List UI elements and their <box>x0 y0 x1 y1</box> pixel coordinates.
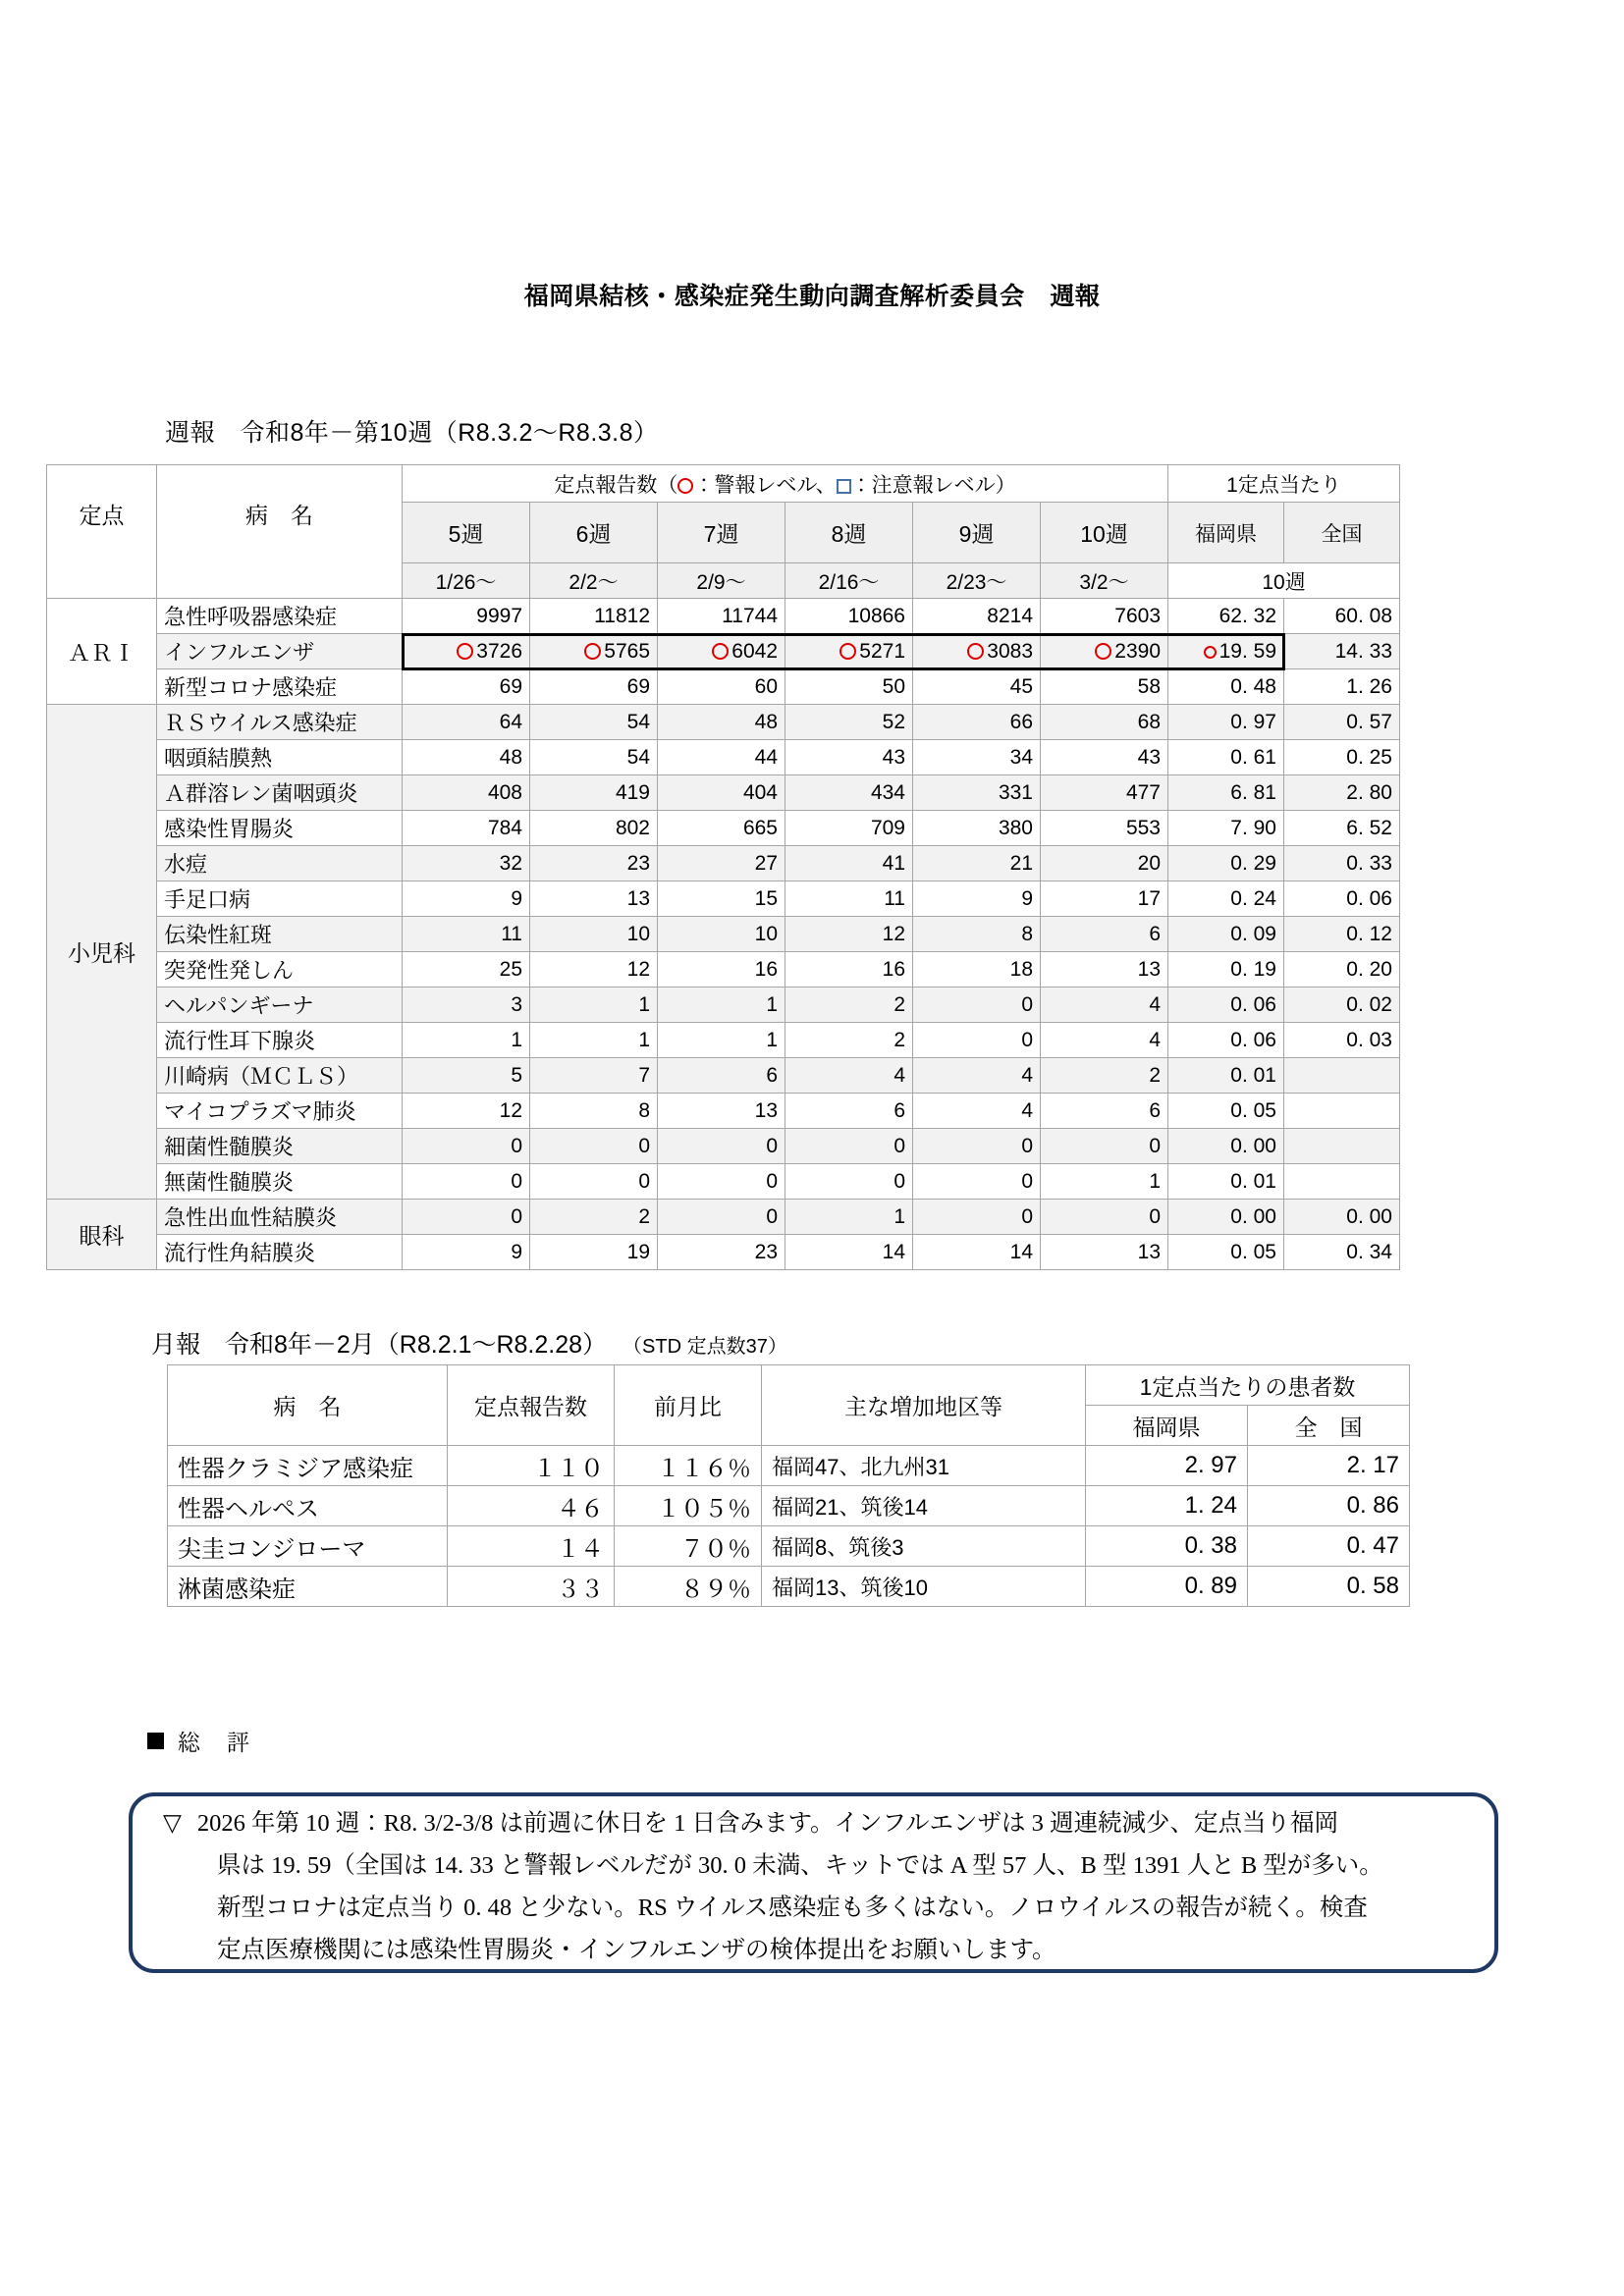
week-value: 8 <box>530 1094 658 1129</box>
week-value: 15 <box>658 881 785 917</box>
week-value: 19 <box>530 1235 658 1270</box>
disease-name: 無菌性髄膜炎 <box>157 1164 403 1200</box>
pref-rate: 0. 05 <box>1168 1094 1284 1129</box>
summary-line-1 <box>163 1802 1489 1844</box>
header-date-1: 1/26～ <box>403 563 530 599</box>
table-row <box>47 811 1400 846</box>
natl-rate: 0. 20 <box>1284 952 1400 988</box>
weekly-report-caption: 週報 令和8年－第10週（R8.3.2～R8.3.8） <box>165 419 659 447</box>
natl-rate <box>1284 1164 1400 1200</box>
disease-name: 手足口病 <box>157 881 403 917</box>
week-value: 0 <box>913 1200 1041 1235</box>
pref-rate: 2. 97 <box>1086 1446 1248 1486</box>
week-value: 0 <box>658 1200 785 1235</box>
disease-name: ＲＳウイルス感染症 <box>157 705 403 740</box>
week-value: 408 <box>403 775 530 811</box>
week-value-alert <box>658 634 785 669</box>
week-value: 11744 <box>658 599 785 634</box>
disease-name: 伝染性紅斑 <box>157 917 403 952</box>
header-date-5: 2/23～ <box>913 563 1041 599</box>
category-ari: ＡＲＩ <box>47 599 157 705</box>
table-row <box>47 1235 1400 1270</box>
pref-rate: 0. 01 <box>1168 1058 1284 1094</box>
pref-rate: 0. 38 <box>1086 1526 1248 1567</box>
week-value: 802 <box>530 811 658 846</box>
header-monthly-prev-ratio: 前月比 <box>615 1365 762 1446</box>
week-value: 553 <box>1041 811 1168 846</box>
week-value: 48 <box>658 705 785 740</box>
disease-name: 急性出血性結膜炎 <box>157 1200 403 1235</box>
week-value: 66 <box>913 705 1041 740</box>
week-value: 4 <box>913 1094 1041 1129</box>
natl-rate: 0. 34 <box>1284 1235 1400 1270</box>
alert-circle-icon <box>1095 643 1111 660</box>
natl-rate: 0. 47 <box>1248 1526 1410 1567</box>
spacer-disease <box>157 563 403 599</box>
report-group-mid: ：警報レベル、 <box>693 473 837 497</box>
pref-rate: 0. 61 <box>1168 740 1284 775</box>
week-value: 25 <box>403 952 530 988</box>
natl-rate: 6. 52 <box>1284 811 1400 846</box>
header-teiten: 定点 <box>47 465 157 563</box>
week-value: 331 <box>913 775 1041 811</box>
alert-circle-icon <box>1204 646 1217 659</box>
disease-name: 性器クラミジア感染症 <box>168 1446 448 1486</box>
pref-rate: 62. 32 <box>1168 599 1284 634</box>
natl-rate: 0. 58 <box>1248 1567 1410 1607</box>
monthly-table-body <box>168 1446 1410 1607</box>
week-value: 0 <box>530 1129 658 1164</box>
week-value: 16 <box>658 952 785 988</box>
week-value: 13 <box>1041 1235 1168 1270</box>
header-monthly-disease: 病 名 <box>168 1365 448 1446</box>
report-group-suffix: ：注意報レベル） <box>850 473 1016 497</box>
summary-line-1-text: 2026 年第 10 週：R8. 3/2-3/8 は前週に休日を 1 日含みます。インフルエンザは 3 週連続減少、定点当り福岡 <box>196 1810 1339 1837</box>
week-value: 32 <box>403 846 530 881</box>
natl-rate: 0. 25 <box>1284 740 1400 775</box>
header-monthly-natl: 全 国 <box>1248 1406 1410 1446</box>
summary-line-2: 県は 19. 59（全国は 14. 33 と警報レベルだが 30. 0 未満、キットでは A 型 57 人、B 型 1391 人と B 型が多い。 <box>217 1852 1383 1879</box>
table-row <box>47 1023 1400 1058</box>
week-value: 12 <box>785 917 913 952</box>
table-row <box>47 705 1400 740</box>
week-value: 12 <box>403 1094 530 1129</box>
natl-rate: 0. 12 <box>1284 917 1400 952</box>
natl-rate: 0. 06 <box>1284 881 1400 917</box>
week-value: 1 <box>658 988 785 1023</box>
pref-rate: 19. 59 <box>1218 639 1276 663</box>
natl-rate <box>1284 1058 1400 1094</box>
table-row <box>47 740 1400 775</box>
table-row <box>47 1058 1400 1094</box>
pref-rate: 0. 06 <box>1168 1023 1284 1058</box>
week-value: 5765 <box>604 639 650 663</box>
week-value: 0 <box>1041 1129 1168 1164</box>
alert-circle-icon <box>677 478 693 494</box>
table-row <box>47 846 1400 881</box>
week-value: 11812 <box>530 599 658 634</box>
weekly-table-body <box>47 599 1400 1270</box>
week-value: 1 <box>530 988 658 1023</box>
week-value: 3083 <box>987 639 1033 663</box>
week-value-alert <box>403 634 530 669</box>
header-week-6: 6週 <box>530 503 658 563</box>
header-disease-label: 病 名 <box>245 503 313 529</box>
week-value: 6 <box>658 1058 785 1094</box>
week-value: 5 <box>403 1058 530 1094</box>
page-title: 福岡県結核・感染症発生動向調査解析委員会 週報 <box>523 283 1101 310</box>
report-count: １４ <box>448 1526 615 1567</box>
monthly-table-container <box>167 1364 1410 1607</box>
alert-circle-icon <box>967 643 984 660</box>
header-per-point-group: 1定点当たり <box>1168 465 1400 503</box>
alert-circle-icon <box>584 643 601 660</box>
table-row-influenza <box>47 634 1400 669</box>
weekly-header-group-row <box>47 465 1400 503</box>
prev-month-ratio: １１６％ <box>615 1446 762 1486</box>
week-value: 2390 <box>1114 639 1161 663</box>
week-value: 4 <box>1041 1023 1168 1058</box>
natl-rate: 0. 03 <box>1284 1023 1400 1058</box>
table-row <box>47 775 1400 811</box>
header-week-7: 7週 <box>658 503 785 563</box>
natl-rate: 0. 57 <box>1284 705 1400 740</box>
pref-rate: 0. 05 <box>1168 1235 1284 1270</box>
week-value: 1 <box>530 1023 658 1058</box>
week-value: 27 <box>658 846 785 881</box>
disease-name: インフルエンザ <box>157 634 403 669</box>
increase-areas: 福岡21、筑後14 <box>762 1486 1086 1526</box>
monthly-report-caption <box>151 1325 787 1361</box>
week-value: 12 <box>530 952 658 988</box>
pref-rate: 0. 09 <box>1168 917 1284 952</box>
header-date-2: 2/2～ <box>530 563 658 599</box>
summary-label-text: 総 評 <box>178 1730 251 1755</box>
week-value-alert <box>913 634 1041 669</box>
week-value: 0 <box>658 1129 785 1164</box>
increase-areas: 福岡47、北九州31 <box>762 1446 1086 1486</box>
table-row <box>47 1200 1400 1235</box>
week-value: 4 <box>913 1058 1041 1094</box>
week-value: 9997 <box>403 599 530 634</box>
week-value: 0 <box>403 1200 530 1235</box>
disease-name: 淋菌感染症 <box>168 1567 448 1607</box>
header-date-3: 2/9～ <box>658 563 785 599</box>
disease-name: 水痘 <box>157 846 403 881</box>
week-value: 6 <box>785 1094 913 1129</box>
header-perpoint-week: 10週 <box>1168 563 1400 599</box>
header-disease <box>157 465 403 563</box>
table-row <box>168 1526 1410 1567</box>
category-ophthalmology: 眼科 <box>47 1200 157 1270</box>
week-value: 16 <box>785 952 913 988</box>
week-value: 2 <box>1041 1058 1168 1094</box>
table-row <box>47 881 1400 917</box>
week-value: 0 <box>913 1129 1041 1164</box>
week-value: 52 <box>785 705 913 740</box>
week-value: 784 <box>403 811 530 846</box>
week-value: 9 <box>403 881 530 917</box>
disease-name: 咽頭結膜熱 <box>157 740 403 775</box>
week-value: 0 <box>403 1129 530 1164</box>
week-value: 48 <box>403 740 530 775</box>
disease-name: 急性呼吸器感染症 <box>157 599 403 634</box>
week-value: 3726 <box>476 639 522 663</box>
pref-rate: 0. 48 <box>1168 669 1284 705</box>
week-value: 434 <box>785 775 913 811</box>
report-count: １１０ <box>448 1446 615 1486</box>
weekly-table-container <box>46 464 1400 1270</box>
header-pref: 福岡県 <box>1168 503 1284 563</box>
week-value: 20 <box>1041 846 1168 881</box>
header-week-5: 5週 <box>403 503 530 563</box>
disease-name: 性器ヘルペス <box>168 1486 448 1526</box>
week-value: 44 <box>658 740 785 775</box>
triangle-marker-icon: ▽ <box>163 1810 182 1837</box>
natl-rate: 0. 02 <box>1284 988 1400 1023</box>
week-value: 1 <box>1041 1164 1168 1200</box>
table-row <box>47 988 1400 1023</box>
natl-rate: 0. 00 <box>1284 1200 1400 1235</box>
natl-rate: 2. 17 <box>1248 1446 1410 1486</box>
week-value: 50 <box>785 669 913 705</box>
week-value: 0 <box>785 1129 913 1164</box>
week-value: 10866 <box>785 599 913 634</box>
table-row <box>47 599 1400 634</box>
table-row <box>47 952 1400 988</box>
header-monthly-pref: 福岡県 <box>1086 1406 1248 1446</box>
monthly-caption-text: 月報 令和8年－2月（R8.2.1～R8.2.28） <box>151 1331 608 1359</box>
week-value: 4 <box>785 1058 913 1094</box>
natl-rate: 1. 26 <box>1284 669 1400 705</box>
week-value: 11 <box>403 917 530 952</box>
pref-rate: 0. 00 <box>1168 1200 1284 1235</box>
disease-name: 流行性耳下腺炎 <box>157 1023 403 1058</box>
summary-section-label <box>147 1725 251 1757</box>
disease-name: 尖圭コンジローマ <box>168 1526 448 1567</box>
week-value: 69 <box>403 669 530 705</box>
natl-rate: 0. 86 <box>1248 1486 1410 1526</box>
week-value: 54 <box>530 740 658 775</box>
monthly-header-row-1 <box>168 1365 1410 1406</box>
alert-circle-icon <box>457 643 473 660</box>
table-row <box>168 1486 1410 1526</box>
square-bullet-icon <box>147 1733 164 1749</box>
week-value: 18 <box>913 952 1041 988</box>
alert-circle-icon <box>839 643 856 660</box>
week-value: 1 <box>658 1023 785 1058</box>
pref-rate: 0. 06 <box>1168 988 1284 1023</box>
pref-rate: 0. 89 <box>1086 1567 1248 1607</box>
pref-rate: 6. 81 <box>1168 775 1284 811</box>
week-value: 404 <box>658 775 785 811</box>
natl-rate <box>1284 1094 1400 1129</box>
pref-rate-alert <box>1168 634 1284 669</box>
week-value: 2 <box>530 1200 658 1235</box>
pref-rate: 0. 19 <box>1168 952 1284 988</box>
header-week-10: 10週 <box>1041 503 1168 563</box>
week-value: 0 <box>913 1023 1041 1058</box>
pref-rate: 0. 01 <box>1168 1164 1284 1200</box>
week-value: 1 <box>403 1023 530 1058</box>
week-value: 0 <box>1041 1200 1168 1235</box>
disease-name: 細菌性髄膜炎 <box>157 1129 403 1164</box>
week-value: 6042 <box>731 639 778 663</box>
week-value: 34 <box>913 740 1041 775</box>
week-value: 60 <box>658 669 785 705</box>
disease-name: 突発性発しん <box>157 952 403 988</box>
header-date-4: 2/16～ <box>785 563 913 599</box>
disease-name: 新型コロナ感染症 <box>157 669 403 705</box>
pref-rate: 0. 29 <box>1168 846 1284 881</box>
header-report-count-group <box>403 465 1168 503</box>
header-week-9: 9週 <box>913 503 1041 563</box>
week-value-alert <box>1041 634 1168 669</box>
week-value: 11 <box>785 881 913 917</box>
caution-square-icon <box>837 479 851 494</box>
natl-rate: 0. 33 <box>1284 846 1400 881</box>
week-value: 43 <box>1041 740 1168 775</box>
summary-text <box>163 1802 1489 1971</box>
header-date-6: 3/2～ <box>1041 563 1168 599</box>
week-value: 54 <box>530 705 658 740</box>
week-value: 665 <box>658 811 785 846</box>
week-value: 13 <box>1041 952 1168 988</box>
disease-name: ヘルパンギーナ <box>157 988 403 1023</box>
week-value: 14 <box>785 1235 913 1270</box>
week-value-alert <box>530 634 658 669</box>
disease-name: Ａ群溶レン菌咽頭炎 <box>157 775 403 811</box>
week-value: 8 <box>913 917 1041 952</box>
week-value: 8214 <box>913 599 1041 634</box>
disease-name: 川崎病（ＭＣＬＳ） <box>157 1058 403 1094</box>
report-count: ３３ <box>448 1567 615 1607</box>
increase-areas: 福岡8、筑後3 <box>762 1526 1086 1567</box>
week-value: 68 <box>1041 705 1168 740</box>
week-value: 0 <box>913 988 1041 1023</box>
week-value-alert <box>785 634 913 669</box>
summary-line-4: 定点医療機関には感染性胃腸炎・インフルエンザの検体提出をお願いします。 <box>217 1937 1056 1963</box>
week-value: 23 <box>530 846 658 881</box>
week-value: 7603 <box>1041 599 1168 634</box>
pref-rate: 0. 97 <box>1168 705 1284 740</box>
header-natl: 全国 <box>1284 503 1400 563</box>
pref-rate: 0. 24 <box>1168 881 1284 917</box>
table-row <box>168 1567 1410 1607</box>
report-group-prefix: 定点報告数（ <box>554 473 678 497</box>
std-sentinel-note: （STD 定点数37） <box>632 1336 787 1358</box>
week-value: 2 <box>785 1023 913 1058</box>
week-value: 64 <box>403 705 530 740</box>
natl-rate: 60. 08 <box>1284 599 1400 634</box>
alert-circle-icon <box>712 643 729 660</box>
table-row <box>47 1129 1400 1164</box>
monthly-std-table <box>167 1364 1410 1607</box>
week-value: 3 <box>403 988 530 1023</box>
table-row <box>47 669 1400 705</box>
week-value: 0 <box>913 1164 1041 1200</box>
disease-name: 感染性胃腸炎 <box>157 811 403 846</box>
pref-rate: 1. 24 <box>1086 1486 1248 1526</box>
summary-line-3: 新型コロナは定点当り 0. 48 と少ない。RS ウイルス感染症も多くはない。ノロウイルスの報告が続く。検査 <box>217 1895 1368 1921</box>
prev-month-ratio: ８９％ <box>615 1567 762 1607</box>
table-row <box>47 1164 1400 1200</box>
weekly-surveillance-table <box>46 464 1400 1270</box>
week-value: 2 <box>785 988 913 1023</box>
header-monthly-reports: 定点報告数 <box>448 1365 615 1446</box>
week-value: 477 <box>1041 775 1168 811</box>
prev-month-ratio: １０５％ <box>615 1486 762 1526</box>
pref-rate: 7. 90 <box>1168 811 1284 846</box>
week-value: 5271 <box>859 639 905 663</box>
week-value: 0 <box>658 1164 785 1200</box>
week-value: 6 <box>1041 917 1168 952</box>
week-value: 13 <box>530 881 658 917</box>
table-row <box>168 1446 1410 1486</box>
week-value: 14 <box>913 1235 1041 1270</box>
week-value: 23 <box>658 1235 785 1270</box>
increase-areas: 福岡13、筑後10 <box>762 1567 1086 1607</box>
week-value: 17 <box>1041 881 1168 917</box>
pref-rate: 0. 00 <box>1168 1129 1284 1164</box>
category-pediatrics: 小児科 <box>47 705 157 1200</box>
header-monthly-areas: 主な増加地区等 <box>762 1365 1086 1446</box>
table-row <box>47 917 1400 952</box>
week-value: 43 <box>785 740 913 775</box>
week-value: 1 <box>785 1200 913 1235</box>
weekly-header-perpoint-week-row <box>47 563 1400 599</box>
week-value: 58 <box>1041 669 1168 705</box>
week-value: 419 <box>530 775 658 811</box>
table-row <box>47 1094 1400 1129</box>
week-value: 13 <box>658 1094 785 1129</box>
week-value: 7 <box>530 1058 658 1094</box>
header-monthly-per-point: 1定点当たりの患者数 <box>1086 1365 1410 1406</box>
week-value: 69 <box>530 669 658 705</box>
week-value: 709 <box>785 811 913 846</box>
week-value: 10 <box>530 917 658 952</box>
natl-rate <box>1284 1129 1400 1164</box>
week-value: 4 <box>1041 988 1168 1023</box>
week-value: 41 <box>785 846 913 881</box>
disease-name: マイコプラズマ肺炎 <box>157 1094 403 1129</box>
natl-rate: 2. 80 <box>1284 775 1400 811</box>
week-value: 9 <box>913 881 1041 917</box>
week-value: 45 <box>913 669 1041 705</box>
week-value: 9 <box>403 1235 530 1270</box>
prev-month-ratio: ７０％ <box>615 1526 762 1567</box>
disease-name: 流行性角結膜炎 <box>157 1235 403 1270</box>
week-value: 0 <box>530 1164 658 1200</box>
report-count: ４６ <box>448 1486 615 1526</box>
spacer-teiten <box>47 563 157 599</box>
week-value: 10 <box>658 917 785 952</box>
week-value: 0 <box>403 1164 530 1200</box>
week-value: 380 <box>913 811 1041 846</box>
header-week-8: 8週 <box>785 503 913 563</box>
week-value: 21 <box>913 846 1041 881</box>
natl-rate: 14. 33 <box>1284 634 1400 669</box>
week-value: 0 <box>785 1164 913 1200</box>
week-value: 6 <box>1041 1094 1168 1129</box>
